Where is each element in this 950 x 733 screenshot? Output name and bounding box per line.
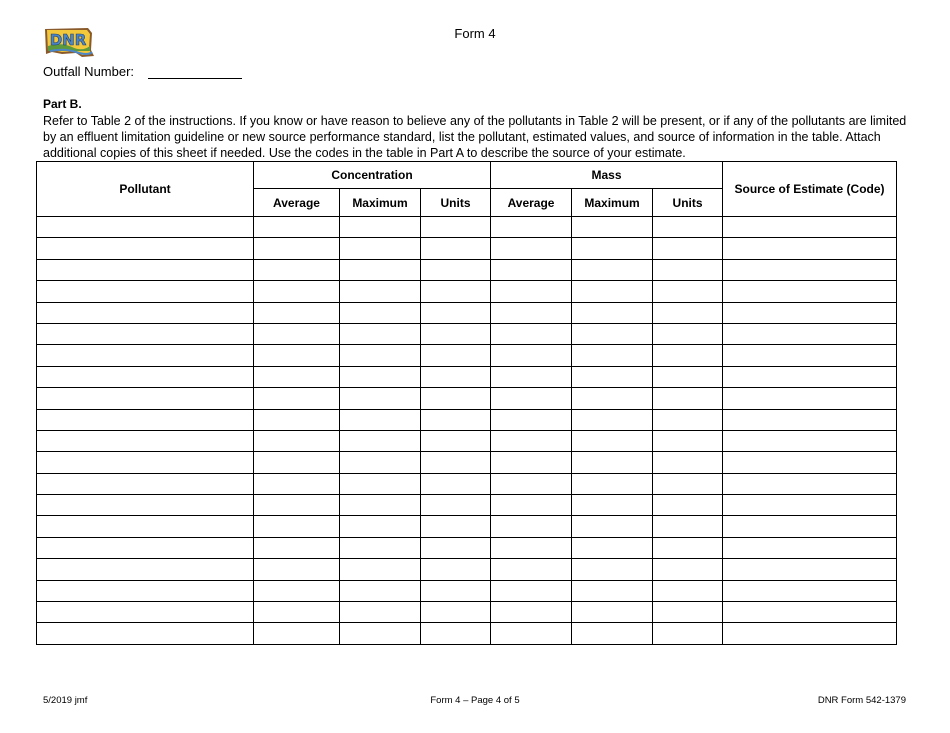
header-concentration-average: Average [254,189,340,217]
source-code-cell[interactable] [723,302,897,323]
source-code-cell[interactable] [723,388,897,409]
table-row [37,452,897,473]
concentration-maximum-cell[interactable] [340,302,421,323]
mass-units-cell[interactable] [653,473,723,494]
concentration-average-cell[interactable] [254,495,340,516]
mass-maximum-cell[interactable] [572,302,653,323]
concentration-maximum-cell[interactable] [340,409,421,430]
pollutant-cell[interactable] [37,388,254,409]
concentration-maximum-cell[interactable] [340,323,421,344]
pollutant-cell[interactable] [37,580,254,601]
pollutant-cell[interactable] [37,559,254,580]
pollutant-cell[interactable] [37,430,254,451]
concentration-units-cell[interactable] [421,302,491,323]
source-code-cell[interactable] [723,452,897,473]
concentration-units-cell[interactable] [421,602,491,623]
mass-maximum-cell[interactable] [572,409,653,430]
pollutant-table [36,161,897,645]
mass-average-cell[interactable] [491,430,572,451]
concentration-average-cell[interactable] [254,602,340,623]
footer-revision: 5/2019 jmf [43,695,88,706]
mass-maximum-cell[interactable] [572,217,653,238]
table-row [37,409,897,430]
logo-lettering: DNR [49,31,87,49]
mass-average-cell[interactable] [491,559,572,580]
header-mass-average: Average [491,189,572,217]
mass-units-cell[interactable] [653,409,723,430]
table-row [37,473,897,494]
mass-average-cell[interactable] [491,473,572,494]
concentration-maximum-cell[interactable] [340,430,421,451]
table-row [37,217,897,238]
header-concentration-units: Units [421,189,491,217]
source-code-cell[interactable] [723,537,897,558]
mass-maximum-cell[interactable] [572,345,653,366]
mass-units-cell[interactable] [653,345,723,366]
concentration-maximum-cell[interactable] [340,495,421,516]
mass-units-cell[interactable] [653,302,723,323]
header-concentration-maximum: Maximum [340,189,421,217]
mass-units-cell[interactable] [653,580,723,601]
mass-maximum-cell[interactable] [572,259,653,280]
source-code-cell[interactable] [723,580,897,601]
mass-average-cell[interactable] [491,217,572,238]
pollutant-cell[interactable] [37,452,254,473]
mass-maximum-cell[interactable] [572,473,653,494]
concentration-maximum-cell[interactable] [340,537,421,558]
source-code-cell[interactable] [723,323,897,344]
table-row [37,302,897,323]
table-row [37,559,897,580]
concentration-maximum-cell[interactable] [340,388,421,409]
mass-units-cell[interactable] [653,559,723,580]
mass-average-cell[interactable] [491,602,572,623]
source-code-cell[interactable] [723,473,897,494]
header-mass-maximum: Maximum [572,189,653,217]
concentration-average-cell[interactable] [254,302,340,323]
mass-average-cell[interactable] [491,409,572,430]
mass-maximum-cell[interactable] [572,452,653,473]
concentration-maximum-cell[interactable] [340,452,421,473]
concentration-units-cell[interactable] [421,238,491,259]
mass-units-cell[interactable] [653,366,723,387]
table-row [37,366,897,387]
header-source-of-estimate: Source of Estimate (Code) [723,162,897,217]
concentration-units-cell[interactable] [421,388,491,409]
mass-maximum-cell[interactable] [572,366,653,387]
concentration-units-cell[interactable] [421,430,491,451]
source-code-cell[interactable] [723,495,897,516]
pollutant-cell[interactable] [37,473,254,494]
mass-average-cell[interactable] [491,323,572,344]
concentration-units-cell[interactable] [421,409,491,430]
concentration-units-cell[interactable] [421,516,491,537]
mass-units-cell[interactable] [653,623,723,644]
table-row [37,281,897,302]
table-row [37,259,897,280]
header-mass-units: Units [653,189,723,217]
concentration-units-cell[interactable] [421,537,491,558]
mass-average-cell[interactable] [491,452,572,473]
footer-form-number: DNR Form 542-1379 [817,695,906,706]
concentration-average-cell[interactable] [254,281,340,302]
concentration-average-cell[interactable] [254,259,340,280]
pollutant-cell[interactable] [37,623,254,644]
table-row [37,430,897,451]
concentration-average-cell[interactable] [254,409,340,430]
mass-average-cell[interactable] [491,516,572,537]
concentration-average-cell[interactable] [254,323,340,344]
mass-average-cell[interactable] [491,259,572,280]
source-code-cell[interactable] [723,409,897,430]
source-code-cell[interactable] [723,259,897,280]
concentration-units-cell[interactable] [421,452,491,473]
mass-average-cell[interactable] [491,302,572,323]
pollutant-cell[interactable] [37,516,254,537]
pollutant-cell[interactable] [37,217,254,238]
concentration-average-cell[interactable] [254,452,340,473]
source-code-cell[interactable] [723,366,897,387]
concentration-average-cell[interactable] [254,217,340,238]
concentration-maximum-cell[interactable] [340,516,421,537]
concentration-average-cell[interactable] [254,473,340,494]
mass-units-cell[interactable] [653,602,723,623]
concentration-units-cell[interactable] [421,281,491,302]
concentration-maximum-cell[interactable] [340,281,421,302]
mass-units-cell[interactable] [653,238,723,259]
concentration-maximum-cell[interactable] [340,473,421,494]
source-code-cell[interactable] [723,217,897,238]
mass-average-cell[interactable] [491,238,572,259]
mass-units-cell[interactable] [653,217,723,238]
mass-units-cell[interactable] [653,259,723,280]
mass-units-cell[interactable] [653,430,723,451]
concentration-maximum-cell[interactable] [340,259,421,280]
mass-units-cell[interactable] [653,323,723,344]
mass-maximum-cell[interactable] [572,281,653,302]
source-code-cell[interactable] [723,516,897,537]
pollutant-cell[interactable] [37,323,254,344]
mass-average-cell[interactable] [491,537,572,558]
mass-units-cell[interactable] [653,388,723,409]
pollutant-cell[interactable] [37,302,254,323]
outfall-number-input[interactable] [148,64,242,79]
concentration-maximum-cell[interactable] [340,345,421,366]
footer-page-number: Form 4 – Page 4 of 5 [430,695,520,706]
mass-maximum-cell[interactable] [572,495,653,516]
mass-maximum-cell[interactable] [572,580,653,601]
concentration-maximum-cell[interactable] [340,238,421,259]
header-mass: Mass [491,162,723,189]
pollutant-cell[interactable] [37,495,254,516]
pollutant-cell[interactable] [37,409,254,430]
table-row [37,323,897,344]
mass-average-cell[interactable] [491,366,572,387]
concentration-average-cell[interactable] [254,559,340,580]
table-row [37,345,897,366]
concentration-units-cell[interactable] [421,259,491,280]
pollutant-cell[interactable] [37,602,254,623]
concentration-units-cell[interactable] [421,345,491,366]
concentration-average-cell[interactable] [254,238,340,259]
source-code-cell[interactable] [723,602,897,623]
pollutant-cell[interactable] [37,537,254,558]
mass-maximum-cell[interactable] [572,238,653,259]
concentration-maximum-cell[interactable] [340,559,421,580]
concentration-average-cell[interactable] [254,366,340,387]
mass-units-cell[interactable] [653,537,723,558]
source-code-cell[interactable] [723,238,897,259]
pollutant-cell[interactable] [37,281,254,302]
mass-maximum-cell[interactable] [572,623,653,644]
table-row [37,495,897,516]
mass-units-cell[interactable] [653,281,723,302]
source-code-cell[interactable] [723,430,897,451]
pollutant-cell[interactable] [37,345,254,366]
mass-maximum-cell[interactable] [572,323,653,344]
mass-maximum-cell[interactable] [572,537,653,558]
mass-maximum-cell[interactable] [572,516,653,537]
source-code-cell[interactable] [723,281,897,302]
pollutant-table-body [37,217,897,645]
table-row [37,580,897,601]
table-row [37,602,897,623]
form-title: Form 4 [454,26,496,41]
mass-maximum-cell[interactable] [572,559,653,580]
source-code-cell[interactable] [723,623,897,644]
concentration-units-cell[interactable] [421,473,491,494]
concentration-units-cell[interactable] [421,495,491,516]
mass-average-cell[interactable] [491,580,572,601]
mass-units-cell[interactable] [653,452,723,473]
concentration-average-cell[interactable] [254,623,340,644]
concentration-units-cell[interactable] [421,366,491,387]
table-row [37,388,897,409]
mass-average-cell[interactable] [491,495,572,516]
concentration-average-cell[interactable] [254,430,340,451]
concentration-units-cell[interactable] [421,217,491,238]
source-code-cell[interactable] [723,559,897,580]
concentration-units-cell[interactable] [421,323,491,344]
pollutant-cell[interactable] [37,366,254,387]
concentration-units-cell[interactable] [421,559,491,580]
header-pollutant: Pollutant [37,162,254,217]
pollutant-cell[interactable] [37,259,254,280]
mass-average-cell[interactable] [491,623,572,644]
concentration-units-cell[interactable] [421,580,491,601]
concentration-maximum-cell[interactable] [340,366,421,387]
table-row [37,623,897,644]
concentration-average-cell[interactable] [254,345,340,366]
concentration-maximum-cell[interactable] [340,217,421,238]
mass-units-cell[interactable] [653,516,723,537]
mass-average-cell[interactable] [491,281,572,302]
outfall-number-label: Outfall Number: [43,64,135,79]
concentration-maximum-cell[interactable] [340,602,421,623]
table-row [37,238,897,259]
concentration-units-cell[interactable] [421,623,491,644]
part-b-instructions: Refer to Table 2 of the instructions. If you know or have reason to believe any of the pollutants in Table 2 will be present, or if any of the pollutants are limited by an effluent limitation guideline or new source performance standard, list the pollutant, estimated values, and source of information in the table. Attach additional copies of this sheet if needed. Use the codes in the table in Part A to describe the source of your estimate. [43,114,907,160]
concentration-average-cell[interactable] [254,516,340,537]
concentration-maximum-cell[interactable] [340,623,421,644]
concentration-average-cell[interactable] [254,580,340,601]
mass-maximum-cell[interactable] [572,388,653,409]
pollutant-cell[interactable] [37,238,254,259]
outfall-number-field-group [43,64,242,79]
mass-units-cell[interactable] [653,495,723,516]
mass-maximum-cell[interactable] [572,602,653,623]
part-b-heading: Part B. [43,97,82,111]
mass-maximum-cell[interactable] [572,430,653,451]
table-row [37,537,897,558]
concentration-average-cell[interactable] [254,537,340,558]
concentration-maximum-cell[interactable] [340,580,421,601]
concentration-average-cell[interactable] [254,388,340,409]
mass-average-cell[interactable] [491,345,572,366]
mass-average-cell[interactable] [491,388,572,409]
table-row [37,516,897,537]
source-code-cell[interactable] [723,345,897,366]
header-concentration: Concentration [254,162,491,189]
